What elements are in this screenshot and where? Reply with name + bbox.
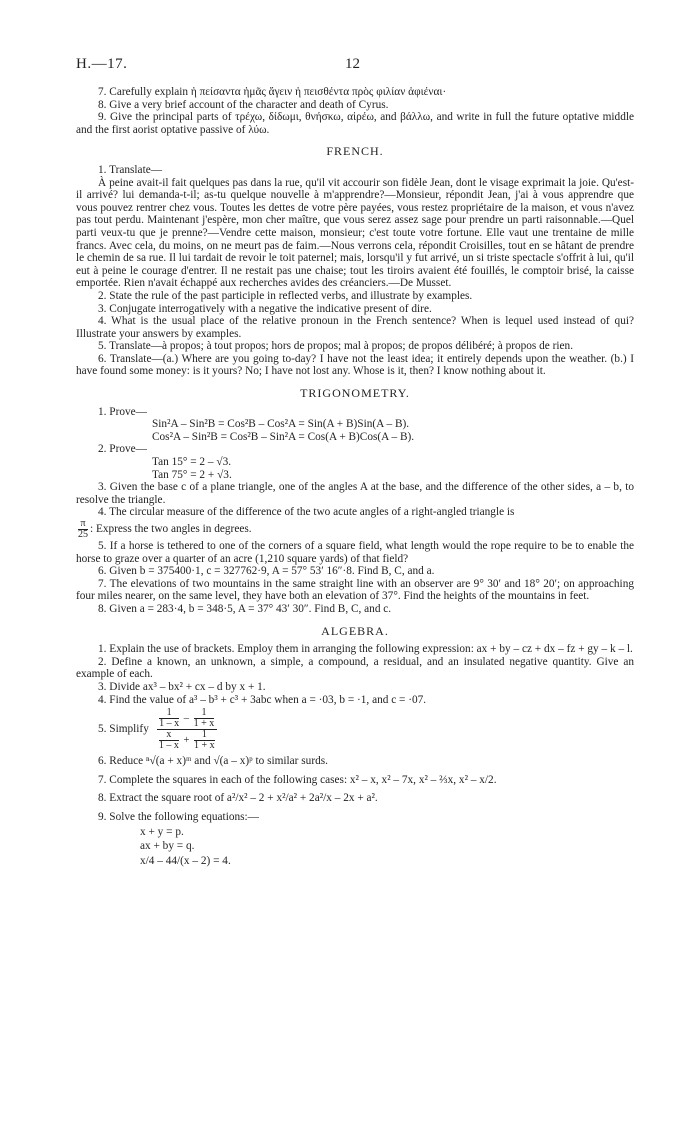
greek-question-8: 8. Give a very brief account of the character and death of Cyrus. (98, 98, 389, 111)
equation: ax + by = q. (140, 840, 195, 853)
trig-question-3: 3. Given the base c of a plane triangle, one of the angles A at the base, and the difference of the other sides, a – b, to resolve the triangle. (76, 481, 634, 506)
french-question-6: 6. Translate—(a.) Where are you going to-day? I have not the least idea; it entirely depends upon the weather. (b.) I have found some money: is it yours? No; I have not lost any. Whose is it, then? I know nothing about it. (76, 352, 634, 378)
trig-question-8: 8. Given a = 283·4, b = 348·5, A = 37° 43′ 30″. Find B, C, and c. (98, 602, 392, 615)
equation: x/4 – 44/(x – 2) = 4. (140, 854, 231, 867)
fraction-denominator: 1 – x (159, 718, 180, 730)
trig-question-4-tail: : Express the two angles in degrees. (90, 523, 252, 536)
french-question-2: 2. State the rule of the past participle in reflected verbs, and illustrate by examples. (98, 289, 473, 302)
french-passage: À peine avait-il fait quelques pas dans la rue, qu'il vit accourir son fidèle Jean, dont le visage exprimait la joie. Qu'est-il arrivé? lui demanda-t-il; as-tu quelque nouvelle à m'apprendre?—Monsieur, répondit Jean, j'ai à vous apprendre que vous pouvez rentrer chez vous. Toutes les dettes de votre père payées, vous restez propriétaire de la maison, et vous n'avez pas tout perdu. Maintenant j'espère, mon cher maître, que vous serez assez sage pour prendre un parti raisonnable.—Quel parti veux-tu que je prenne?—Vendre cette maison, monsieur; c'est toute votre fortune. Elle vaut une trentaine de mille francs. Avec cela, du moins, on ne meurt pas de faim.—Nous verrons cela, répondit Croisilles, tout en se hâtant de prendre le chemin de sa rue. Il lui tardait de revoir le toit paternel; mais, lorsqu'il y fut arrivé, un si triste spectacle s'offrit à lui, qu'il eut à peine le courage d'entrer. Il ne restait pas une chaise; tout les tiroirs avaient été fouillés, le comptoir brisé, la caisse emportée. Rien n'avait échappé aux recherches avides des créanciers.—De Musset. (76, 176, 634, 290)
trig-question-2: 2. Prove— (98, 443, 147, 456)
trig-question-5: 5. If a horse is tethered to one of the corners of a square field, what length would the rope require to be to enable the horse to graze over a quarter of an acre (1,210 square yards) of that field? (76, 540, 634, 565)
trig-question-6: 6. Given b = 375400·1, c = 327762·9, A = 57° 53′ 16″·8. Find B, C, and a. (98, 565, 435, 578)
french-question-5: 5. Translate—à propos; à tout propos; hors de propos; mal à propos; de propos délibéré; à propos de rien. (98, 340, 574, 353)
simplify-label: 5. Simplify (98, 723, 149, 736)
algebra-question-1: 1. Explain the use of brackets. Employ them in arranging the following expression: ax + by – cz + dx – fz + gy – k – l. (98, 643, 633, 656)
fraction-denominator: 1 + x (194, 740, 215, 752)
fraction-numerator: π (78, 519, 88, 530)
equation: x + y = p. (140, 825, 184, 838)
trigonometry-heading: TRIGONOMETRY. (300, 386, 410, 401)
fraction-numerator: 1 (159, 708, 179, 719)
fraction-numerator: 1 (194, 730, 215, 741)
algebra-question-4: 4. Find the value of a³ – b³ + c³ + 3abc when a = ·03, b = ·1, and c = ·07. (98, 693, 427, 706)
trig-question-4-fraction-line (76, 519, 634, 540)
french-question-1: 1. Translate— (98, 163, 163, 176)
algebra-question-3: 3. Divide ax³ – bx² + cx – d by x + 1. (98, 680, 266, 693)
exam-body (76, 86, 634, 869)
french-question-3: 3. Conjugate interrogatively with a negative the indicative present of dire. (98, 302, 432, 315)
algebra-heading: ALGEBRA. (321, 623, 389, 638)
fraction (159, 730, 179, 751)
fraction-numerator: x (159, 730, 179, 741)
algebra-question-7: 7. Complete the squares in each of the following cases: x² – x, x² – 7x, x² – ⅔x, x² – x/2. (98, 773, 497, 786)
trig-question-4-text: 4. The circular measure of the difference of the two acute angles of a right-angled triangle is (98, 506, 515, 519)
trig-question-4 (76, 506, 634, 519)
document-code: H.—17. (76, 56, 128, 72)
compound-numerator: $\frac{1}{1 - x}$ – $\frac{1}{1 + x}$ (157, 708, 217, 730)
greek-question-7: 7. Carefully explain ἡ πείσαντα ἡμᾶς ἄγειν ἡ πεισθέντα πρὸς φιλίαν ἀφιέναι· (98, 86, 447, 98)
french-question-4: 4. What is the usual place of the relative pronoun in the French sentence? When is lequel used instead of qui? Illustrate your answers by examples. (76, 315, 634, 340)
compound-fraction (157, 708, 217, 751)
page-number: 12 (345, 56, 360, 72)
fraction-denominator: 1 + x (193, 718, 215, 730)
algebra-question-8: 8. Extract the square root of a²/x² – 2 + x²/a² + 2a²/x – 2x + a². (98, 792, 378, 805)
trig-question-7: 7. The elevations of two mountains in the same straight line with an observer are 9° 30′ and 18° 20′; on approaching four miles nearer, on the same level, they have both an elevation of 37°. Find the heights of the mountains in feet. (76, 577, 634, 603)
algebra-question-9: 9. Solve the following equations:— (98, 810, 259, 823)
fraction-numerator: 1 (194, 708, 215, 719)
fraction-denominator: 25 (78, 529, 88, 540)
trig-equation: Sin²A – Sin²B = Cos²B – Cos²A = Sin(A + B)Sin(A – B). (152, 418, 410, 431)
french-heading: FRENCH. (326, 144, 384, 159)
greek-question-9: 9. Give the principal parts of τρέχω, δίδωμι, θνήσκω, αἱρέω, and βάλλω, and write in full the future optative middle and the first aorist optative passive of λύω. (76, 111, 634, 136)
pi-fraction (78, 519, 88, 540)
fraction (159, 708, 179, 729)
algebra-question-5 (98, 708, 634, 751)
fraction (194, 730, 215, 751)
trig-equation: Cos²A – Sin²B = Cos²B – Sin²A = Cos(A + B)Cos(A – B). (152, 430, 415, 443)
fraction-denominator: 1 – x (158, 740, 179, 752)
compound-denominator: $\frac{x}{1 - x}$ + $\frac{1}{1 + x}$ (158, 729, 215, 752)
trig-equation: Tan 15° = 2 – √3. (152, 456, 232, 469)
fraction (194, 708, 215, 729)
trig-question-1: 1. Prove— (98, 405, 147, 418)
trig-equation: Tan 75° = 2 + √3. (152, 468, 232, 481)
algebra-question-2: 2. Define a known, an unknown, a simple, a compound, a residual, and an insulated negative quantity. Give an example of each. (76, 655, 634, 681)
algebra-question-6: 6. Reduce ⁿ√(a + x)ᵐ and √(a – x)ᵖ to similar surds. (98, 755, 328, 768)
